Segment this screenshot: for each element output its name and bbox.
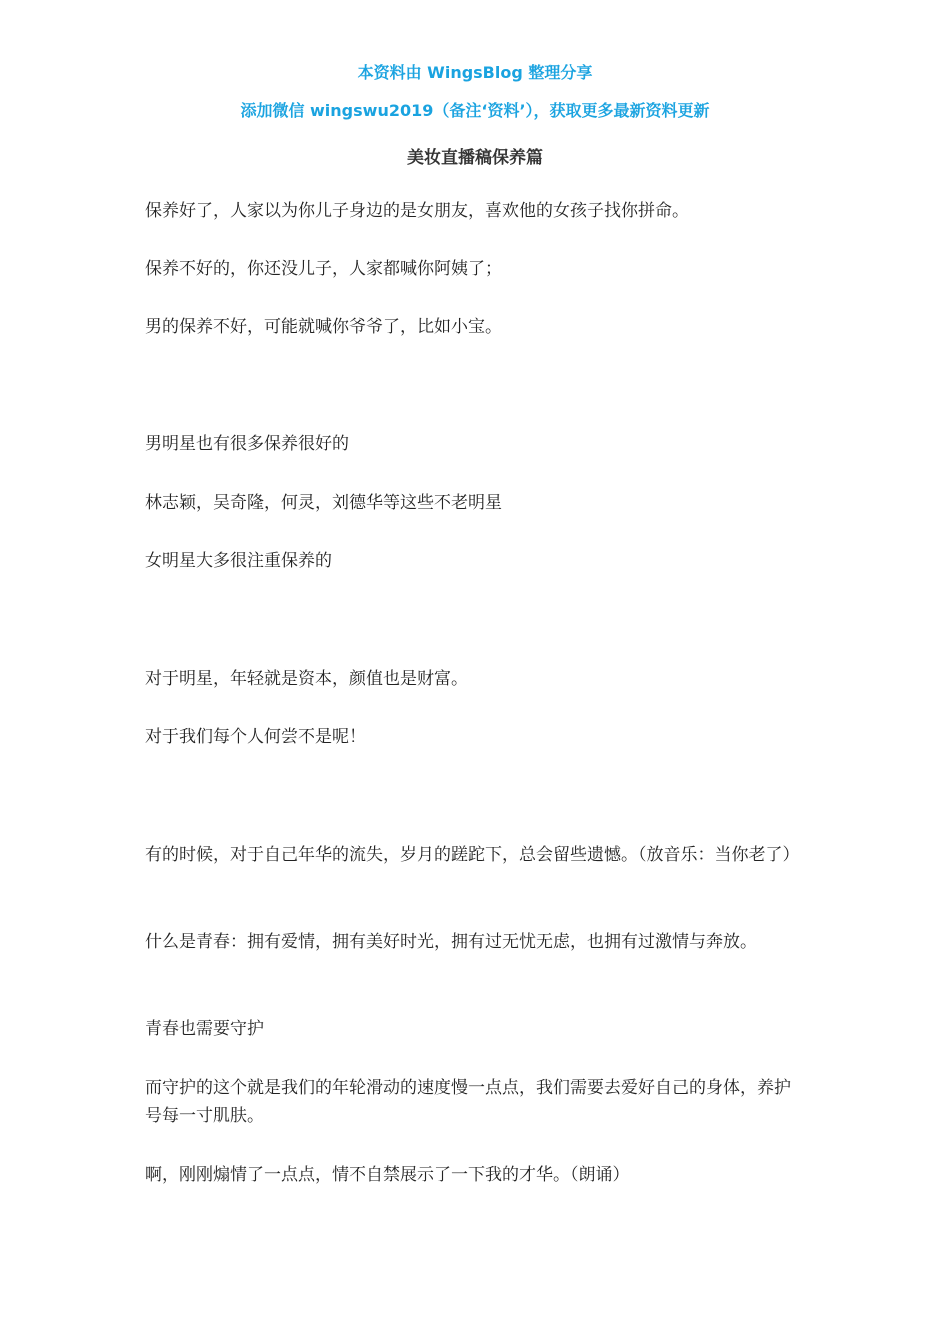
paragraph: 而守护的这个就是我们的年轮滑动的速度慢一点点，我们需要去爱好自己的身体，养护号每一寸肌肤。 xyxy=(145,1078,791,1126)
paragraph: 女明星大多很注重保养的 xyxy=(145,551,332,571)
paragraph: 对于我们每个人何尝不是呢！ xyxy=(145,727,366,747)
paragraph: 青春也需要守护 xyxy=(145,1019,264,1039)
header-wechat-notice: 添加微信 wingswu2019（备注‘资料’），获取更多最新资料更新 xyxy=(240,101,710,120)
paragraph: 男明星也有很多保养很好的 xyxy=(145,434,349,454)
paragraph: 林志颖，吴奇隆，何灵，刘德华等这些不老明星 xyxy=(145,493,502,513)
paragraph: 有的时候，对于自己年华的流失，岁月的蹉跎下，总会留些遗憾。（放音乐：当你老了） xyxy=(145,845,800,865)
paragraph: 啊，刚刚煽情了一点点，情不自禁展示了一下我的才华。（朗诵） xyxy=(145,1165,630,1185)
paragraph: 对于明星，年轻就是资本，颜值也是财富。 xyxy=(145,669,468,689)
document-title: 美妆直播稿保养篇 xyxy=(407,148,543,168)
header-share-notice: 本资料由 WingsBlog 整理分享 xyxy=(357,63,593,82)
paragraph: 什么是青春：拥有爱情，拥有美好时光，拥有过无忧无虑，也拥有过激情与奔放。 xyxy=(145,932,757,952)
paragraph: 男的保养不好，可能就喊你爷爷了，比如小宝。 xyxy=(145,317,502,337)
paragraph: 保养不好的，你还没儿子，人家都喊你阿姨了； xyxy=(145,259,502,279)
paragraph: 保养好了，人家以为你儿子身边的是女朋友，喜欢他的女孩子找你拼命。 xyxy=(145,201,689,221)
